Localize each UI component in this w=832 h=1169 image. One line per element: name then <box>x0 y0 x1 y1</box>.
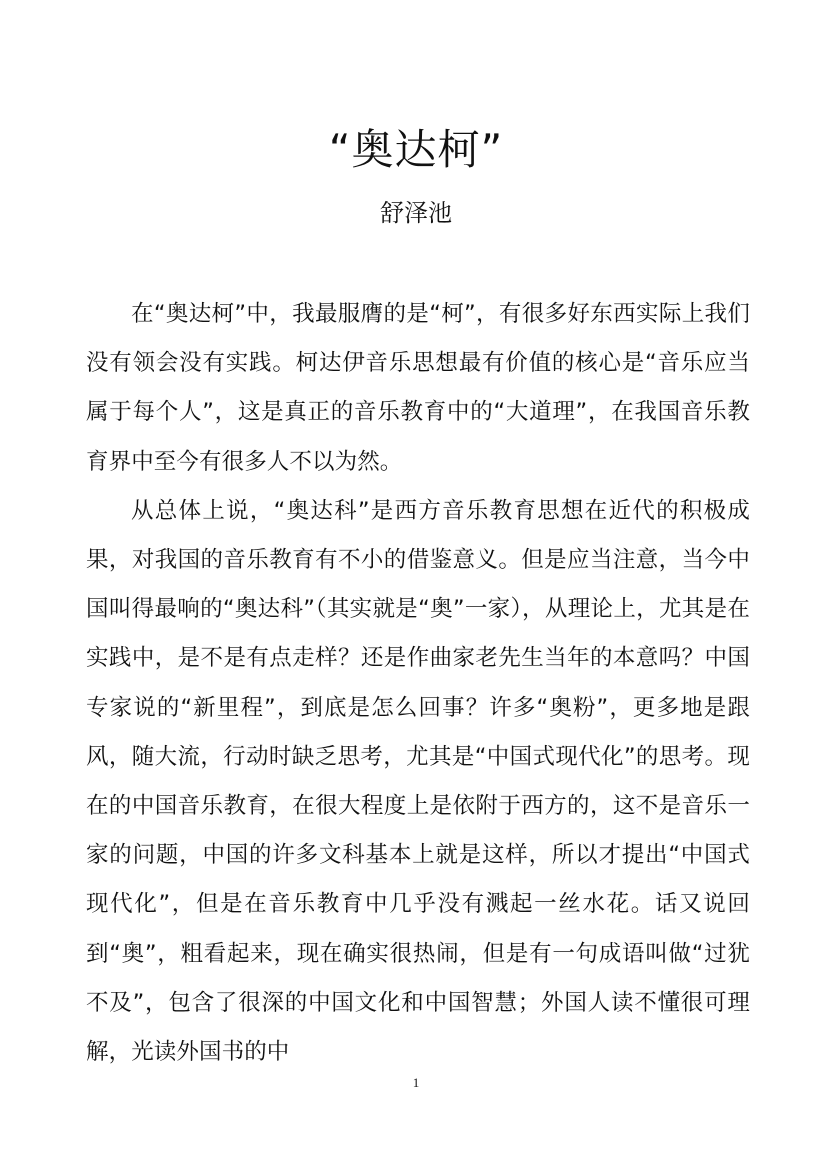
document-body <box>86 290 750 1077</box>
author-name: 舒泽池 <box>380 199 452 227</box>
page-number: 1 <box>412 1075 420 1090</box>
paragraph-1: 在“奥达柯”中，我最服膺的是“柯”，有很多好东西实际上我们没有领会没有实践。柯达伊音乐思想最有价值的核心是“音乐应当属于每个人”，这是真正的音乐教育中的“大道理”，在我国音乐教育界中至今有很多人不以为然。 <box>86 301 750 475</box>
paragraph-2: 从总体上说，“奥达科”是西方音乐教育思想在近代的积极成果，对我国的音乐教育有不小的借鉴意义。但是应当注意，当今中国叫得最响的“奥达科”（其实就是“奥”一家），从理论上，尤其是在实践中，是不是有点走样？还是作曲家老先生当年的本意吗？中国专家说的“新里程”，到底是怎么回事？许多“奥粉”，更多地是跟风，随大流，行动时缺乏思考，尤其是“中国式现代化”的思考。现在的中国音乐教育，在很大程度上是依附于西方的，这不是音乐一家的问题，中国的许多文科基本上就是这样，所以才提出“中国式现代化”，但是在音乐教育中几乎没有溅起一丝水花。话又说回到“奥”，粗看起来，现在确实很热闹，但是有一句成语叫做“过犹不及”，包含了很深的中国文化和中国智慧；外国人读不懂很可理解，光读外国书的中 <box>86 497 750 1066</box>
document-title: “奥达柯” <box>328 125 504 174</box>
